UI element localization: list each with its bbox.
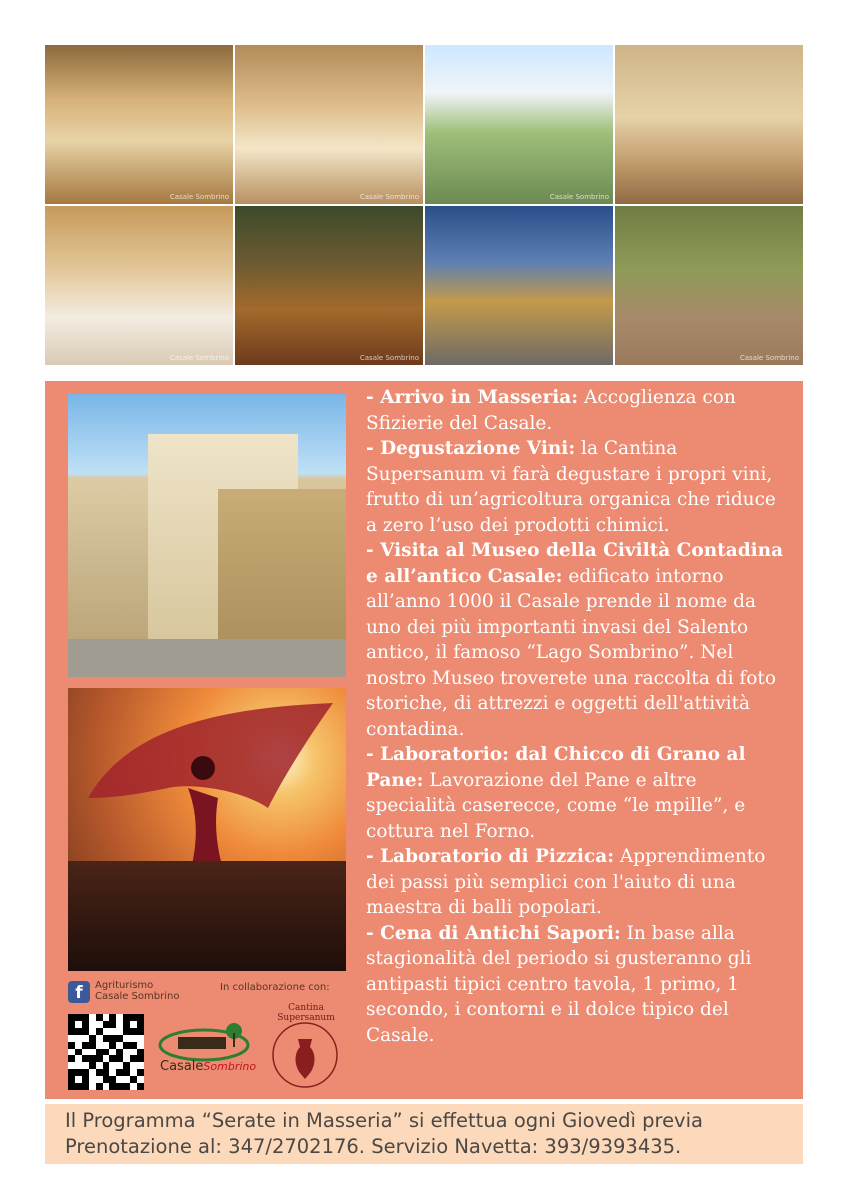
program-item-dinner — [366, 921, 791, 1049]
qr-code[interactable] — [68, 1014, 144, 1090]
photo-watermark: Casale Sombrino — [359, 193, 419, 201]
photo-masseria-castle — [68, 394, 346, 677]
logos-area — [68, 979, 358, 1094]
program-item-wine — [366, 436, 791, 538]
castle-courtyard — [68, 639, 346, 677]
photo-bedroom — [615, 45, 803, 204]
photo-table-setting — [45, 206, 233, 365]
facebook-page-label[interactable] — [95, 980, 179, 1002]
photo-kitchen — [45, 45, 233, 204]
castle-left-wing — [68, 479, 158, 639]
footer-line1: Il Programma “Serate in Masseria” si effettua ogni Giovedì previa — [65, 1109, 703, 1132]
collaboration-label: In collaborazione con: — [220, 982, 330, 993]
program-text: edificato intorno all’anno 1000 il Casale prende il nome da uno dei più importanti invasi del Salento antico, il famoso “Lago Sombrino”. Nel nostro Museo troverete una raccolta di foto storiche, di attrezzi e oggetti dell'attività contadina. — [366, 565, 776, 740]
photo-dining-hall — [235, 45, 423, 204]
casale-logo-text — [160, 1059, 256, 1074]
program-heading: - Cena di Antichi Sapori: — [366, 922, 621, 944]
photo-pizzica-dancer — [68, 688, 346, 971]
photo-evening-dinner — [235, 206, 423, 365]
program-item-museum — [366, 538, 791, 742]
cantina-line2: Supersanum — [277, 1013, 335, 1023]
casale-sub: Sombrino — [203, 1060, 257, 1073]
program-heading: - Laboratorio di Pizzica: — [366, 846, 615, 867]
cantina-line1: Cantina — [288, 1003, 324, 1013]
photo-watermark: Casale Sombrino — [549, 193, 609, 201]
program-heading: - Arrivo in Masseria: — [366, 387, 579, 408]
casale-name: Casale — [160, 1059, 204, 1074]
program-heading: - Laboratorio: dal Chicco di Grano al Pane: — [366, 744, 746, 791]
program-heading: - Degustazione Vini: — [366, 438, 576, 459]
program-item-arrival — [366, 385, 791, 436]
photo-watermark: Casale Sombrino — [169, 193, 229, 201]
photo-courtyard-night — [425, 206, 613, 365]
program-list — [366, 385, 791, 1048]
facebook-line1: Agriturismo — [95, 980, 154, 991]
cantina-logo-text — [270, 1003, 342, 1023]
program-heading: - Visita al Museo della Civiltà Contadina e all’antico Casale: — [366, 540, 784, 587]
photo-watermark: Casale Sombrino — [739, 354, 799, 362]
program-text: Apprendimento dei passi più semplici con l'aiuto di una maestra di balli popolari. — [366, 846, 766, 918]
photo-garden-barrel — [615, 206, 803, 365]
photo-watermark: Casale Sombrino — [359, 354, 419, 362]
casale-sombrino-logo — [156, 1023, 256, 1085]
photo-gallery — [45, 45, 803, 365]
program-text: Accoglienza con Sfizierie del Casale. — [366, 387, 736, 434]
booking-footer — [45, 1104, 803, 1164]
photo-wedding-couple — [425, 45, 613, 204]
program-text: Lavorazione del Pane e altre specialità caserecce, come “le mpille”, e cottura nel Forno. — [366, 769, 746, 842]
program-text: In base alla stagionalità del periodo si gusteranno gli antipasti tipici centro tavola, 1 primo, 1 secondo, i contorni e il dolce tipico del Casale. — [366, 922, 752, 1046]
program-item-bread-lab — [366, 742, 791, 844]
program-panel — [45, 381, 803, 1099]
program-item-pizzica-lab — [366, 844, 791, 921]
footer-line2: Prenotazione al: 347/2702176. Servizio Navetta: 393/9393435. — [65, 1135, 682, 1158]
photo-watermark: Casale Sombrino — [169, 354, 229, 362]
castle-stone-wing — [218, 489, 346, 639]
program-text: la Cantina Supersanum vi farà degustare i propri vini, frutto di un’agricoltura organica che riduce a zero l’uso dei prodotti chimici. — [366, 438, 776, 536]
dancer-hillside — [68, 861, 346, 971]
facebook-icon[interactable]: f — [68, 981, 90, 1003]
facebook-line2: Casale Sombrino — [95, 991, 180, 1002]
